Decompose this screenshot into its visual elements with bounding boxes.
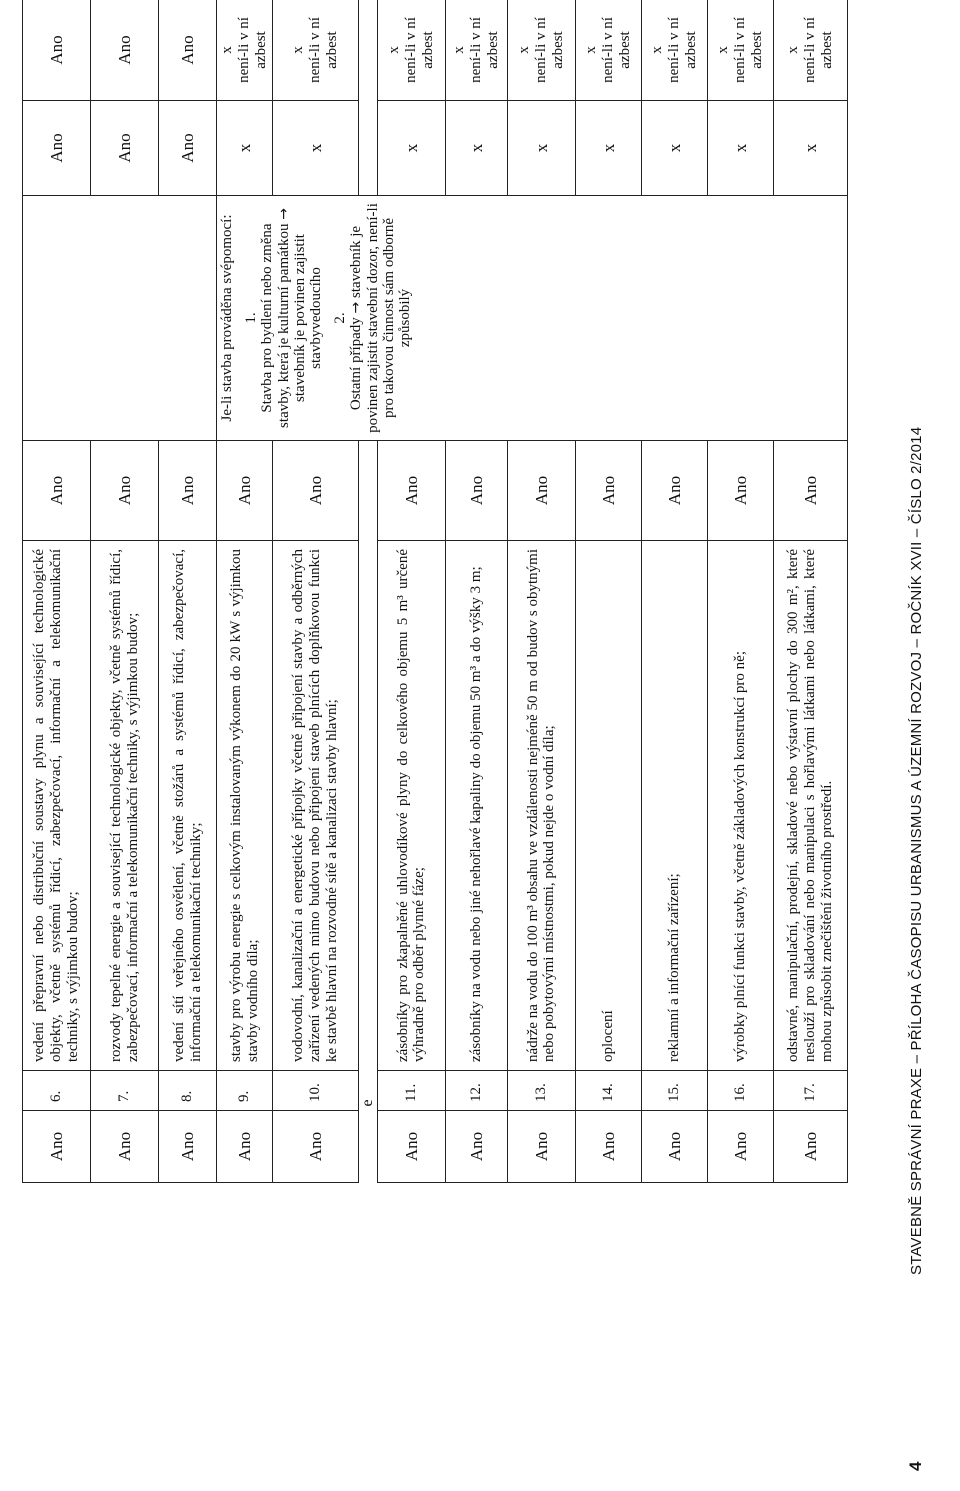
cell-item-number: 12. — [445, 1071, 507, 1111]
page-number: 4 — [906, 1461, 925, 1471]
cell-col4: Ano — [445, 441, 507, 541]
cell-col6: x — [575, 101, 641, 196]
note-p1-text2: stavebník je povinen zajistit stavbyvedoucího — [291, 234, 324, 402]
cell-note-empty — [23, 196, 217, 441]
cell-col6: x — [445, 101, 507, 196]
page-footer — [900, 15, 940, 1475]
cell-col4: Ano — [707, 441, 773, 541]
cell-item-number: 11. — [377, 1071, 445, 1111]
cell-col1: Ano — [91, 1111, 159, 1183]
cell-description: výrobky plnící funkci stavby, včetně základových konstrukcí pro ně; — [707, 541, 773, 1071]
note-p2-title: 2. — [332, 312, 349, 324]
note-p1-title: 1. — [243, 312, 260, 324]
table-row — [773, 0, 847, 1183]
cell-col7: Ano — [159, 0, 217, 101]
cell-col4: Ano — [91, 441, 159, 541]
note-p2-text2: stavebník je povinen zajistit stavební dozor, není-li pro takovou činnost sám odborně způsobilý — [348, 203, 413, 433]
table-row — [23, 0, 91, 1183]
cell-item-number: 9. — [217, 1071, 273, 1111]
cell-col7: x není-li v ní azbest — [217, 0, 273, 101]
cell-col7: x není-li v ní azbest — [377, 0, 445, 101]
cell-col6: Ano — [91, 101, 159, 196]
cell-col6: x — [217, 101, 273, 196]
arrow-right-icon: → — [348, 301, 365, 314]
cell-description: vodovodní, kanalizační a energetické přípojky včetně připojení stavby a odběrných zařízení vedených mimo budovu nebo připojení staveb plnících doplňkovou funkci ke stavbě hlavní na rozvodné sítě a kanalizaci stavby hlavní; — [273, 541, 359, 1071]
cell-item-number: 16. — [707, 1071, 773, 1111]
cell-col4: Ano — [23, 441, 91, 541]
cell-col6: x — [773, 101, 847, 196]
cell-col4: Ano — [641, 441, 707, 541]
table-row — [159, 0, 217, 1183]
cell-col6: x — [707, 101, 773, 196]
cell-col1: Ano — [159, 1111, 217, 1183]
cell-col6: x — [641, 101, 707, 196]
note-p1-text: Stavba pro bydlení nebo změna stavby, která je kulturní památkou — [259, 223, 292, 428]
cell-item-number: 14. — [575, 1071, 641, 1111]
arrow-right-icon: → — [275, 208, 292, 220]
cell-description: vedení přepravní nebo distribuční soustavy plynu a související technologické objekty, včetně systémů řídicí, zabezpečovací, informační a telekomunikační techniky, s výjimkou budov; — [23, 541, 91, 1071]
cell-col4: Ano — [507, 441, 575, 541]
cell-col1: Ano — [377, 1111, 445, 1183]
cell-col1: Ano — [641, 1111, 707, 1183]
cell-col7: x není-li v ní azbest — [273, 0, 359, 101]
cell-col7: x není-li v ní azbest — [445, 0, 507, 101]
cell-col6: x — [273, 101, 359, 196]
cell-col4: Ano — [159, 441, 217, 541]
section-marker: e — [359, 541, 378, 1111]
cell-col7: x není-li v ní azbest — [707, 0, 773, 101]
table-row — [641, 0, 707, 1183]
table-row — [707, 0, 773, 1183]
cell-description: stavby pro výrobu energie s celkovým instalovaným výkonem do 20 kW s výjimkou stavby vodního díla; — [217, 541, 273, 1071]
cell-description: odstavné, manipulační, prodejní, skladové nebo výstavní plochy do 300 m², které neslouží pro skladování nebo manipulaci s hořlavými látkami nebo látkami, které mohou způsobit znečištění životního prostředí. — [773, 541, 847, 1071]
table-row — [507, 0, 575, 1183]
cell-col4: Ano — [575, 441, 641, 541]
cell-item-number: 10. — [273, 1071, 359, 1111]
cell-col1: Ano — [445, 1111, 507, 1183]
cell-col6: Ano — [159, 101, 217, 196]
cell-item-number: 7. — [91, 1071, 159, 1111]
table-preface-row — [6, 0, 23, 1183]
cell-col7: Ano — [23, 0, 91, 101]
cell-item-number: 6. — [23, 1071, 91, 1111]
cell-col4: Ano — [217, 441, 273, 541]
cell-col1: Ano — [575, 1111, 641, 1183]
cell-col7: x není-li v ní azbest — [507, 0, 575, 101]
footer-journal-title: STAVEBNĚ SPRÁVNÍ PRAXE – PŘÍLOHA ČASOPISU URBANISMUS A ÚZEMNÍ ROZVOJ – ROČNÍK XVII – ČÍSLO 2/2014 — [908, 426, 925, 1275]
cell-description: nádrže na vodu do 100 m³ obsahu ve vzdálenosti nejméně 50 m od budov s obytnými nebo pobytovými místnostmi, pokud nejde o vodní díla; — [507, 541, 575, 1071]
table-row — [273, 0, 359, 1183]
cell-col4: Ano — [377, 441, 445, 541]
cell-item-number: 8. — [159, 1071, 217, 1111]
cell-description: reklamní a informační zařízení; — [641, 541, 707, 1071]
table-row — [575, 0, 641, 1183]
cell-col7: x není-li v ní azbest — [773, 0, 847, 101]
cell-description: vedení sítí veřejného osvětlení, včetně stožárů a systémů řídicí, zabezpečovací, informační a telekomunikační techniky; — [159, 541, 217, 1071]
note-intro: Je-li stavba prováděna svépomocí: — [219, 214, 235, 422]
cell-col4: Ano — [273, 441, 359, 541]
cell-description: zásobníky na vodu nebo jiné nehořlavé kapaliny do objemu 50 m³ a do výšky 3 m; — [445, 541, 507, 1071]
section-marker-row — [359, 0, 378, 1183]
cell-col1: Ano — [773, 1111, 847, 1183]
note-point-2 — [332, 202, 413, 434]
note-point-1 — [243, 202, 324, 434]
cell-col6: x — [507, 101, 575, 196]
table-row — [445, 0, 507, 1183]
cell-item-number: 15. — [641, 1071, 707, 1111]
cell-col7: x není-li v ní azbest — [575, 0, 641, 101]
cell-item-number: 17. — [773, 1071, 847, 1111]
cell-col6: Ano — [23, 101, 91, 196]
cell-description: zásobníky pro zkapalněné uhlovodíkové plyny do celkového objemu 5 m³ určené výhradně pro odběr plynné fáze; — [377, 541, 445, 1071]
cell-col1: Ano — [23, 1111, 91, 1183]
requirements-table — [6, 0, 848, 1183]
cell-col1: Ano — [707, 1111, 773, 1183]
cell-col1: Ano — [217, 1111, 273, 1183]
table-row — [217, 0, 273, 1183]
cell-col7: x není-li v ní azbest — [641, 0, 707, 101]
cell-col1: Ano — [273, 1111, 359, 1183]
cell-col7: Ano — [91, 0, 159, 101]
note-p2-text: Ostatní případy — [348, 317, 365, 411]
cell-col1: Ano — [507, 1111, 575, 1183]
table-row — [377, 0, 445, 1183]
cell-item-number: 13. — [507, 1071, 575, 1111]
cell-description: rozvody tepelné energie a související technologické objekty, včetně systémů řídicí, zabezpečovací, informační a telekomunikační techniky, s výjimkou budov; — [91, 541, 159, 1071]
cell-col6: x — [377, 101, 445, 196]
cell-selfhelp-note — [217, 196, 848, 441]
table-row — [91, 0, 159, 1183]
cell-col4: Ano — [773, 441, 847, 541]
cell-description: oplocení — [575, 541, 641, 1071]
